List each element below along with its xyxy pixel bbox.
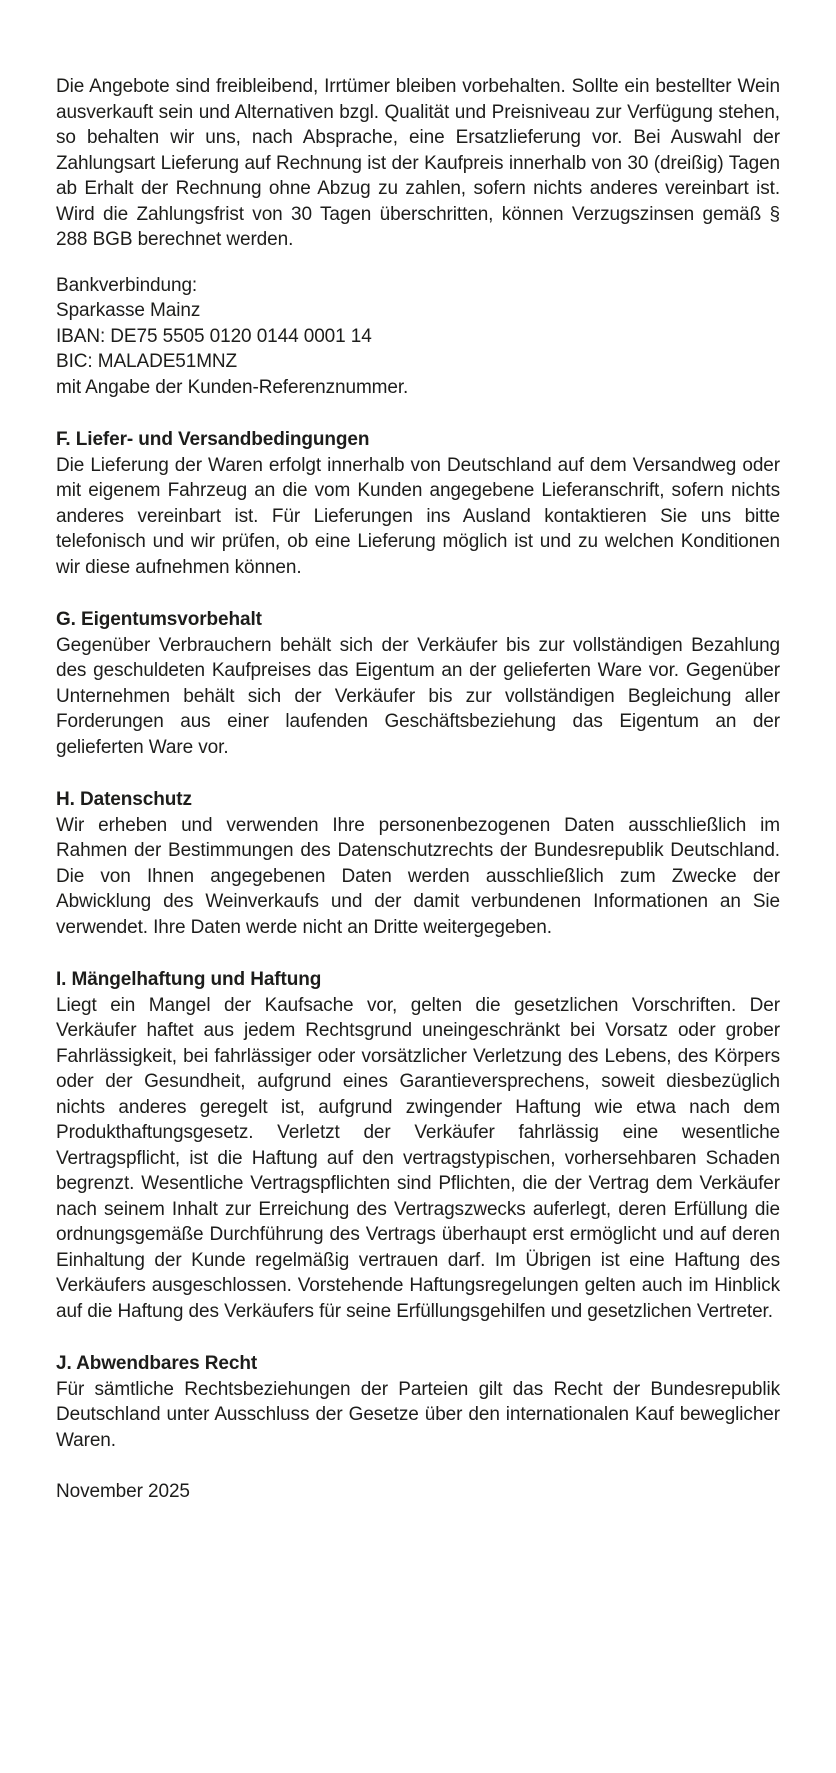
bank-label: Bankverbindung: [56, 274, 198, 296]
bank-reference-note: mit Angabe der Kunden-Referenznummer. [56, 376, 409, 398]
section-heading-delivery: F. Liefer- und Versandbedingungen [56, 429, 370, 450]
section-body-retention-of-title: Gegenüber Verbrauchern behält sich der Verkäufer bis zur vollständigen Bezahlung des geschuldeten Kaufpreises das Eigentum an der gelieferten Ware vor. Gegenüber Unternehmen behält sich der Verkäufer bis zur vollständigen Begleichung aller Forderungen aus einer laufenden Geschäftsbeziehung das Eigentum an der gelieferten Ware vor. [56, 634, 780, 758]
section-heading-retention-of-title: G. Eigentumsvorbehalt [56, 609, 262, 630]
section-retention-of-title [56, 607, 780, 760]
section-heading-applicable-law: J. Abwendbares Recht [56, 1353, 258, 1374]
section-body-delivery: Die Lieferung der Waren erfolgt innerhalb von Deutschland auf dem Versandweg oder mit eigenem Fahrzeug an die vom Kunden angegebene Lieferanschrift, sofern nichts anderes vereinbart ist. Für Lieferungen ins Ausland kontaktieren Sie uns bitte telefonisch und wir prüfen, ob eine Lieferung möglich ist und zu welchen Konditionen wir diese aufnehmen können. [56, 454, 780, 578]
section-body-privacy: Wir erheben und verwenden Ihre personenbezogenen Daten ausschließlich im Rahmen der Bestimmungen des Datenschutzrechts der Bundesrepublik Deutschland. Die von Ihnen angegebenen Daten werden ausschließlich zum Zwecke der Abwicklung des Weinverkaufs und der damit verbundenen Informationen an Sie verwendet. Ihre Daten werde nicht an Dritte weitergegeben. [56, 814, 780, 938]
section-body-liability: Liegt ein Mangel der Kaufsache vor, gelten die gesetzlichen Vorschriften. Der Verkäufer haftet aus jedem Rechtsgrund uneingeschränkt bei Vorsatz oder grober Fahrlässigkeit, bei fahrlässiger oder vorsätzlicher Verletzung des Lebens, des Körpers oder der Gesundheit, aufgrund eines Garantieversprechens, soweit diesbezüglich nichts anderes geregelt ist, aufgrund zwingender Haftung wie etwa nach dem Produkthaftungsgesetz. Verletzt der Verkäufer fahrlässig eine wesentliche Vertragspflicht, ist die Haftung auf den vertragstypischen, vorhersehbaren Schaden begrenzt. Wesentliche Vertragspflichten sind Pflichten, die der Vertrag dem Verkäufer nach seinem Inhalt zur Erreichung des Vertragszwecks auferlegt, deren Erfüllung die ordnungsgemäße Durchführung des Vertrags überhaupt erst ermöglicht und auf deren Einhaltung der Kunde regelmäßig vertrauen darf. Im Übrigen ist eine Haftung des Verkäufers ausgeschlossen. Vorstehende Haftungsregelungen gelten auch im Hinblick auf die Haftung des Verkäufers für seine Erfüllungsgehilfen und gesetzlichen Vertreter. [56, 994, 780, 1322]
bank-details-block [56, 273, 780, 401]
section-heading-privacy: H. Datenschutz [56, 789, 192, 810]
section-applicable-law [56, 1351, 780, 1453]
bank-bic: BIC: MALADE51MNZ [56, 351, 238, 372]
section-liability [56, 967, 780, 1324]
document-date: November 2025 [56, 1481, 190, 1502]
bank-name: Sparkasse Mainz [56, 300, 201, 321]
intro-paragraph: Die Angebote sind freibleibend, Irrtümer bleiben vorbehalten. Sollte ein bestellter Wein ausverkauft sein und Alternativen bzgl. Qualität und Preisniveau zur Verfügung stehen, so behalten wir uns, nach Absprache, eine Ersatzlieferung vor. Bei Auswahl der Zahlungsart Lieferung auf Rechnung ist der Kaufpreis innerhalb von 30 (dreißig) Tagen ab Erhalt der Rechnung ohne Abzug zu zahlen, sofern nichts anderes vereinbart ist. Wird die Zahlungsfrist von 30 Tagen überschritten, können Verzugszinsen gemäß § 288 BGB berechnet werden. [56, 76, 780, 250]
section-privacy [56, 787, 780, 940]
section-body-applicable-law: Für sämtliche Rechtsbeziehungen der Parteien gilt das Recht der Bundesrepublik Deutschland unter Ausschluss der Gesetze über den internationalen Kauf beweglicher Waren. [56, 1378, 780, 1451]
section-delivery [56, 427, 780, 580]
section-heading-liability: I. Mängelhaftung und Haftung [56, 969, 322, 990]
bank-iban: IBAN: DE75 5505 0120 0144 0001 14 [56, 325, 372, 347]
